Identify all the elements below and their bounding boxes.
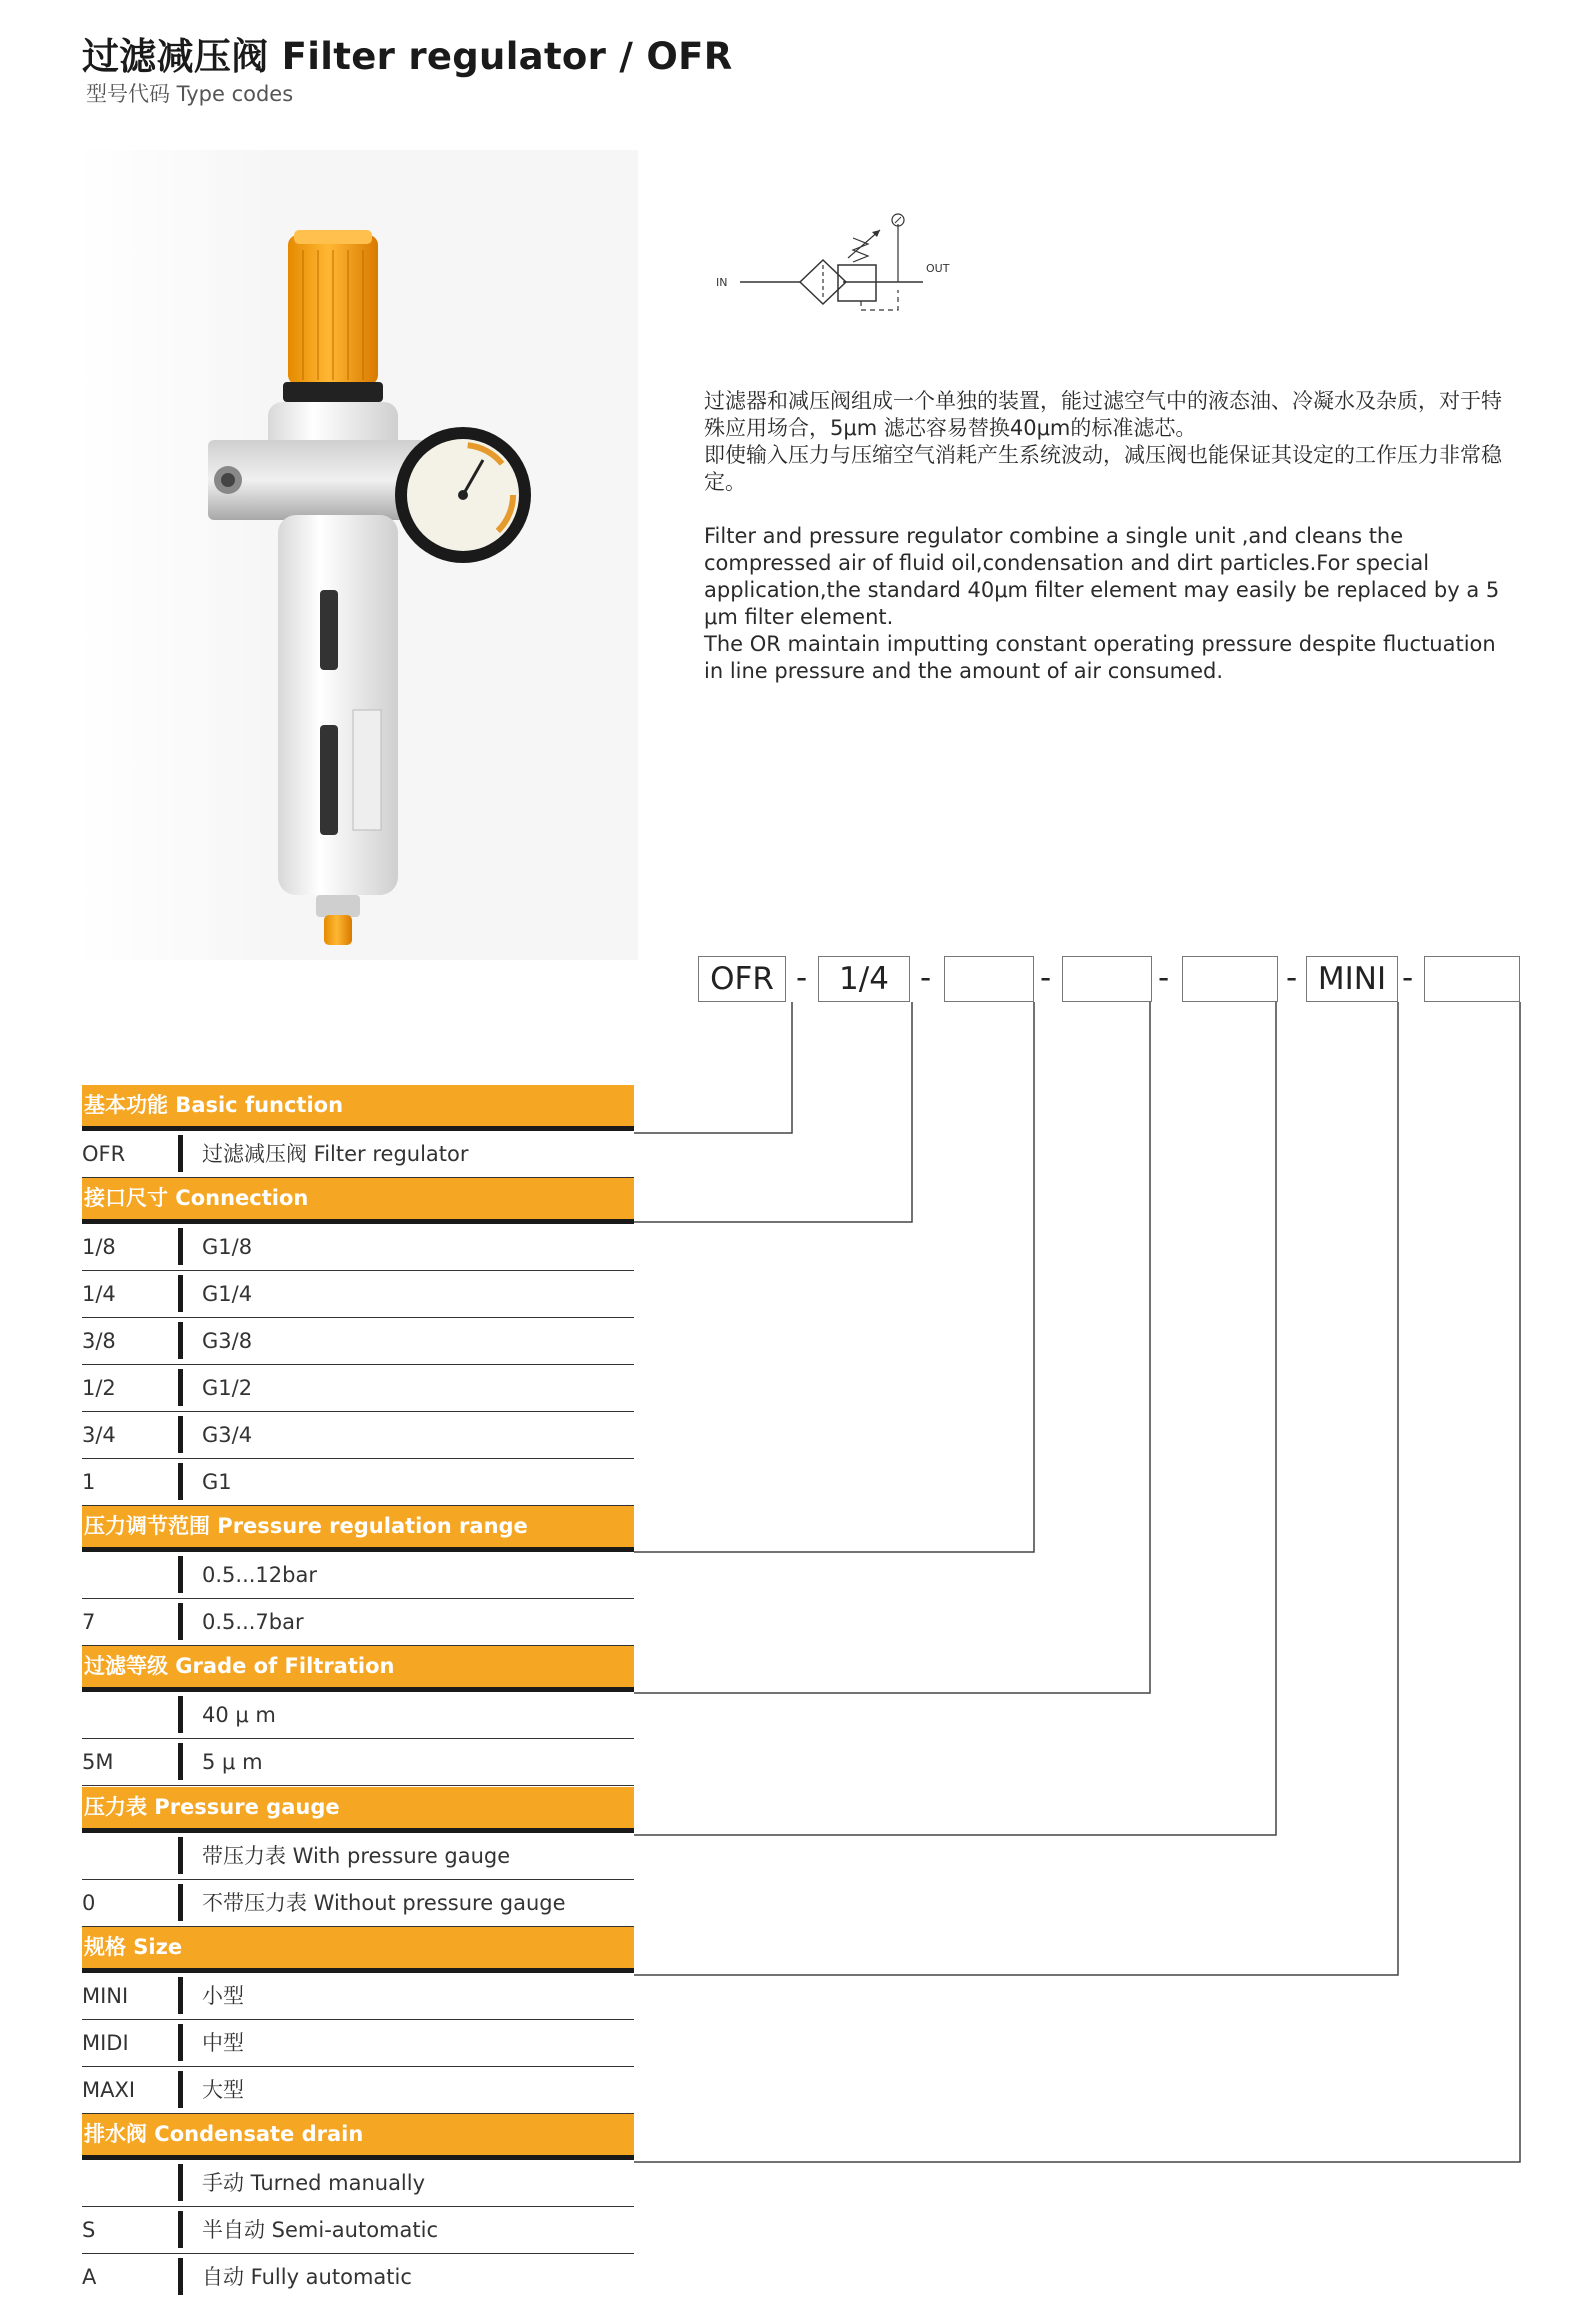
table-row — [82, 1833, 634, 1880]
option-desc: G1/8 — [202, 1235, 253, 1259]
table-row — [82, 1552, 634, 1599]
table-row — [82, 2207, 634, 2254]
section-header: 基本功能 Basic function — [82, 1085, 634, 1131]
option-desc: 大型 — [202, 2078, 244, 2102]
code-dash: - — [1402, 960, 1414, 996]
option-desc: 带压力表 With pressure gauge — [202, 1844, 511, 1868]
section-header: 过滤等级 Grade of Filtration — [82, 1646, 634, 1692]
option-code — [82, 2160, 182, 2206]
table-row — [82, 1692, 634, 1739]
option-code: MAXI — [82, 2078, 136, 2102]
table-row — [82, 2254, 634, 2301]
page-title: 过滤减压阀 Filter regulator / OFR — [82, 35, 733, 78]
code-box-connection: 1/4 — [818, 956, 910, 1002]
option-code — [82, 1833, 182, 1879]
desc-en-2: The OR maintain imputting constant operating pressure despite fluctuation in line pressure and the amount of air consumed. — [704, 632, 1496, 683]
section-header: 规格 Size — [82, 1927, 634, 1973]
option-code: OFR — [82, 1142, 126, 1166]
table-row — [82, 1271, 634, 1318]
option-desc: G1/2 — [202, 1376, 253, 1400]
desc-zh-2: 即使输入压力与压缩空气消耗产生系统波动，减压阀也能保证其设定的工作压力非常稳定。 — [704, 443, 1502, 494]
section-header: 压力调节范围 Pressure regulation range — [82, 1506, 634, 1552]
option-desc: 小型 — [202, 1984, 244, 2008]
option-desc: G1/4 — [202, 1282, 253, 1306]
option-code — [82, 1552, 182, 1598]
option-desc: 中型 — [202, 2031, 244, 2055]
option-code: S — [82, 2218, 96, 2242]
table-row — [82, 1224, 634, 1271]
description — [704, 388, 1504, 685]
option-code: 1 — [82, 1470, 96, 1494]
option-desc: 自动 Fully automatic — [202, 2265, 412, 2289]
option-desc: 过滤减压阀 Filter regulator — [202, 1142, 469, 1166]
table-row — [82, 1412, 634, 1459]
table-row — [82, 1318, 634, 1365]
table-row — [82, 1973, 634, 2020]
symbol-out-label: OUT — [926, 262, 950, 275]
option-desc: 0.5...12bar — [202, 1563, 317, 1587]
page-subtitle: 型号代码 Type codes — [86, 82, 294, 106]
code-box-gauge — [1182, 956, 1278, 1002]
section-header: 排水阀 Condensate drain — [82, 2114, 634, 2160]
option-desc: G1 — [202, 1470, 232, 1494]
desc-en-1: Filter and pressure regulator combine a single unit ,and cleans the compressed air of fluid oil,condensation and dirt particles.For special application,the standard 40μm filter element may easily be replaced by a 5 μm filter element. — [704, 524, 1500, 629]
section-header: 接口尺寸 Connection — [82, 1178, 634, 1224]
code-dash: - — [1158, 960, 1170, 996]
option-code: A — [82, 2265, 97, 2289]
table-row — [82, 1131, 634, 1178]
code-dash: - — [1286, 960, 1298, 996]
option-code: 3/4 — [82, 1423, 116, 1447]
option-desc: G3/4 — [202, 1423, 253, 1447]
option-code: 0 — [82, 1891, 96, 1915]
option-code: 1/4 — [82, 1282, 116, 1306]
option-code: 1/2 — [82, 1376, 116, 1400]
option-desc: 5 μ m — [202, 1750, 263, 1774]
code-dash: - — [920, 960, 932, 996]
code-box-drain — [1424, 956, 1520, 1002]
option-code: MINI — [82, 1984, 129, 2008]
option-code: 1/8 — [82, 1235, 116, 1259]
table-row — [82, 2160, 634, 2207]
option-desc: 手动 Turned manually — [202, 2171, 426, 2195]
option-desc: G3/8 — [202, 1329, 253, 1353]
option-code: 7 — [82, 1610, 96, 1634]
filter-regulator-image — [78, 150, 638, 960]
desc-zh-1: 过滤器和减压阀组成一个单独的装置，能过滤空气中的液态油、冷凝水及杂质，对于特殊应用场合，5μm 滤芯容易替换40μm的标准滤芯。 — [704, 389, 1502, 440]
option-code: MIDI — [82, 2031, 129, 2055]
option-desc: 40 μ m — [202, 1703, 276, 1727]
table-row — [82, 1459, 634, 1506]
option-code: 3/8 — [82, 1329, 116, 1353]
section-header: 压力表 Pressure gauge — [82, 1787, 634, 1833]
pneumatic-symbol — [708, 210, 968, 320]
table-row — [82, 1880, 634, 1927]
table-row — [82, 1365, 634, 1412]
code-box-size: MINI — [1306, 956, 1398, 1002]
option-desc: 0.5...7bar — [202, 1610, 304, 1634]
table-row — [82, 1599, 634, 1646]
symbol-in-label: IN — [716, 276, 728, 289]
code-box-function: OFR — [698, 956, 786, 1002]
code-dash: - — [796, 960, 808, 996]
code-dash: - — [1040, 960, 1052, 996]
code-box-filtration — [1062, 956, 1152, 1002]
option-code — [82, 1692, 182, 1738]
table-row — [82, 1739, 634, 1786]
product-photo — [78, 150, 638, 960]
option-desc: 半自动 Semi-automatic — [202, 2218, 438, 2242]
table-row — [82, 2020, 634, 2067]
option-desc: 不带压力表 Without pressure gauge — [202, 1891, 566, 1915]
code-box-pressure-range — [944, 956, 1034, 1002]
table-row — [82, 2067, 634, 2114]
option-code: 5M — [82, 1750, 114, 1774]
